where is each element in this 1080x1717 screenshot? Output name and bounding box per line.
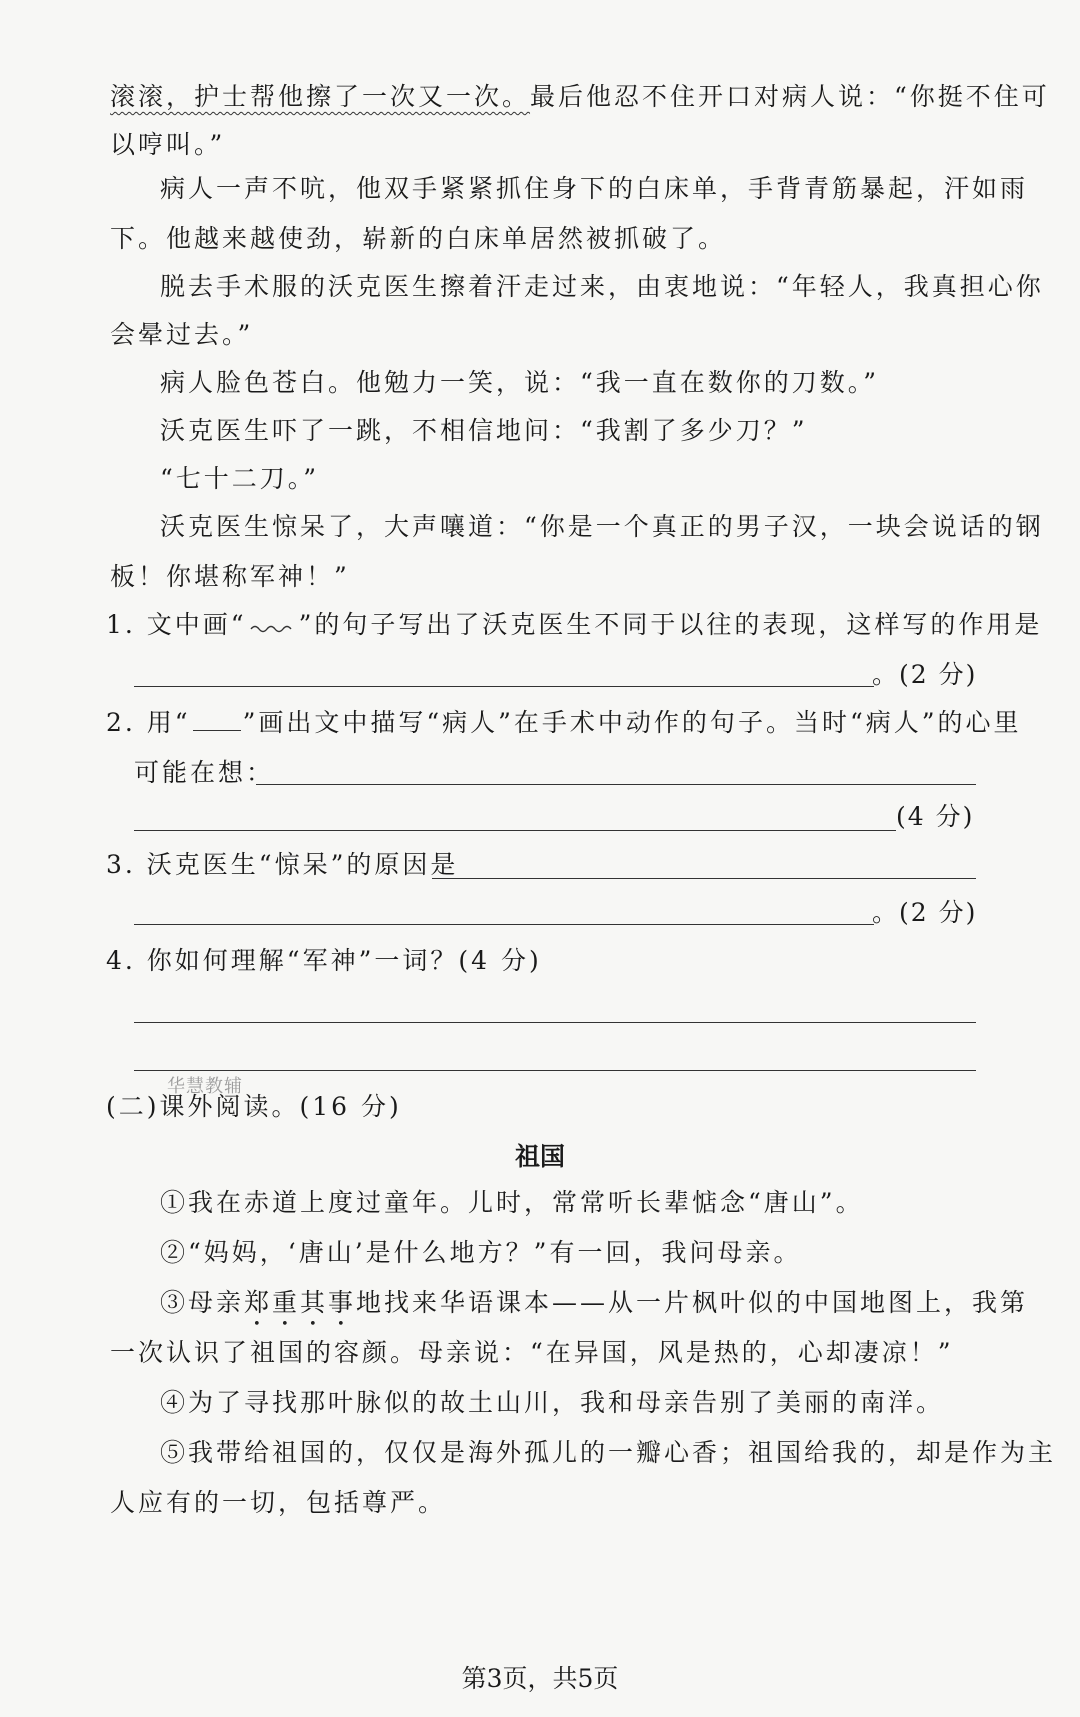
answer-line-q4a[interactable] — [134, 1022, 976, 1023]
passage-line: 滚滚，护士帮他擦了一次又一次。最后他忍不住开口对病人说：“你挺不住可 — [110, 82, 1050, 111]
passage-line: 病人脸色苍白。他勉力一笑，说：“我一直在数你的刀数。” — [160, 368, 880, 397]
question-3: 3. 沃克医生“惊呆”的原因是 — [106, 850, 459, 879]
section-2-heading: (二)课外阅读。(16 分) — [106, 1092, 402, 1121]
wavy-underlined-sentence: 滚滚，护士帮他擦了一次又一次。 — [110, 82, 531, 111]
dotted-phrase: 郑重其事 — [244, 1288, 357, 1317]
question-2: 2. 用“ ”画出文中描写“病人”在手术中动作的句子。当时“病人”的心里 — [106, 708, 1022, 737]
answer-line-q2b[interactable] — [134, 830, 896, 831]
answer-line-q3b[interactable] — [134, 924, 874, 925]
passage-line: 脱去手术服的沃克医生擦着汗走过来，由衷地说：“年轻人，我真担心你 — [160, 272, 1044, 301]
passage-line: 沃克医生吓了一跳，不相信地问：“我割了多少刀？” — [160, 416, 808, 445]
passage-line: 沃克医生惊呆了，大声嚷道：“你是一个真正的男子汉，一块会说话的钢 — [160, 512, 1044, 541]
score-q2: (4 分) — [896, 802, 975, 831]
watermark: 华慧教辅 — [167, 1076, 243, 1097]
article-line: ④为了寻找那叶脉似的故土山川，我和母亲告别了美丽的南洋。 — [160, 1388, 945, 1417]
article-line: 一次认识了祖国的容颜。母亲说：“在异国，风是热的，心却凄凉！” — [110, 1338, 954, 1367]
passage-line: 以哼叫。” — [110, 130, 226, 159]
question-2-line2: 可能在想： — [134, 758, 275, 787]
score-q3: 。(2 分) — [872, 898, 978, 927]
passage-line: 下。他越来越使劲，崭新的白床单居然被抓破了。 — [110, 224, 727, 253]
passage-line: “七十二刀。” — [160, 464, 320, 493]
article-line: ③母亲郑重其事地找来华语课本——从一片枫叶似的中国地图上，我第 — [160, 1288, 1029, 1317]
answer-line-q2a[interactable] — [256, 784, 976, 785]
answer-line-q4b[interactable] — [134, 1070, 976, 1071]
wavy-line-symbol — [249, 613, 297, 633]
page-footer: 第3页，共5页 — [461, 1664, 619, 1693]
answer-line-q1[interactable] — [134, 686, 874, 687]
straight-line-symbol — [193, 710, 241, 731]
article-line: ①我在赤道上度过童年。儿时，常常听长辈惦念“唐山”。 — [160, 1188, 864, 1217]
article-title: 祖国 — [514, 1142, 565, 1171]
score-q1: 。(2 分) — [872, 660, 978, 689]
passage-line: 板！你堪称军神！” — [110, 562, 350, 591]
article-line: ⑤我带给祖国的，仅仅是海外孤儿的一瓣心香；祖国给我的，却是作为主 — [160, 1438, 1057, 1467]
article-line: 人应有的一切，包括尊严。 — [110, 1488, 447, 1517]
article-line: ②“妈妈，‘唐山’是什么地方？”有一回，我问母亲。 — [160, 1238, 802, 1267]
answer-line-q3a[interactable] — [432, 878, 976, 879]
passage-line: 会晕过去。” — [110, 320, 254, 349]
passage-line: 病人一声不吭，他双手紧紧抓住身下的白床单，手背青筋暴起，汗如雨 — [160, 174, 1029, 203]
question-4: 4. 你如何理解“军神”一词？(4 分) — [106, 946, 542, 975]
question-1: 1. 文中画“ ”的句子写出了沃克医生不同于以往的表现，这样写的作用是 — [106, 610, 1043, 639]
